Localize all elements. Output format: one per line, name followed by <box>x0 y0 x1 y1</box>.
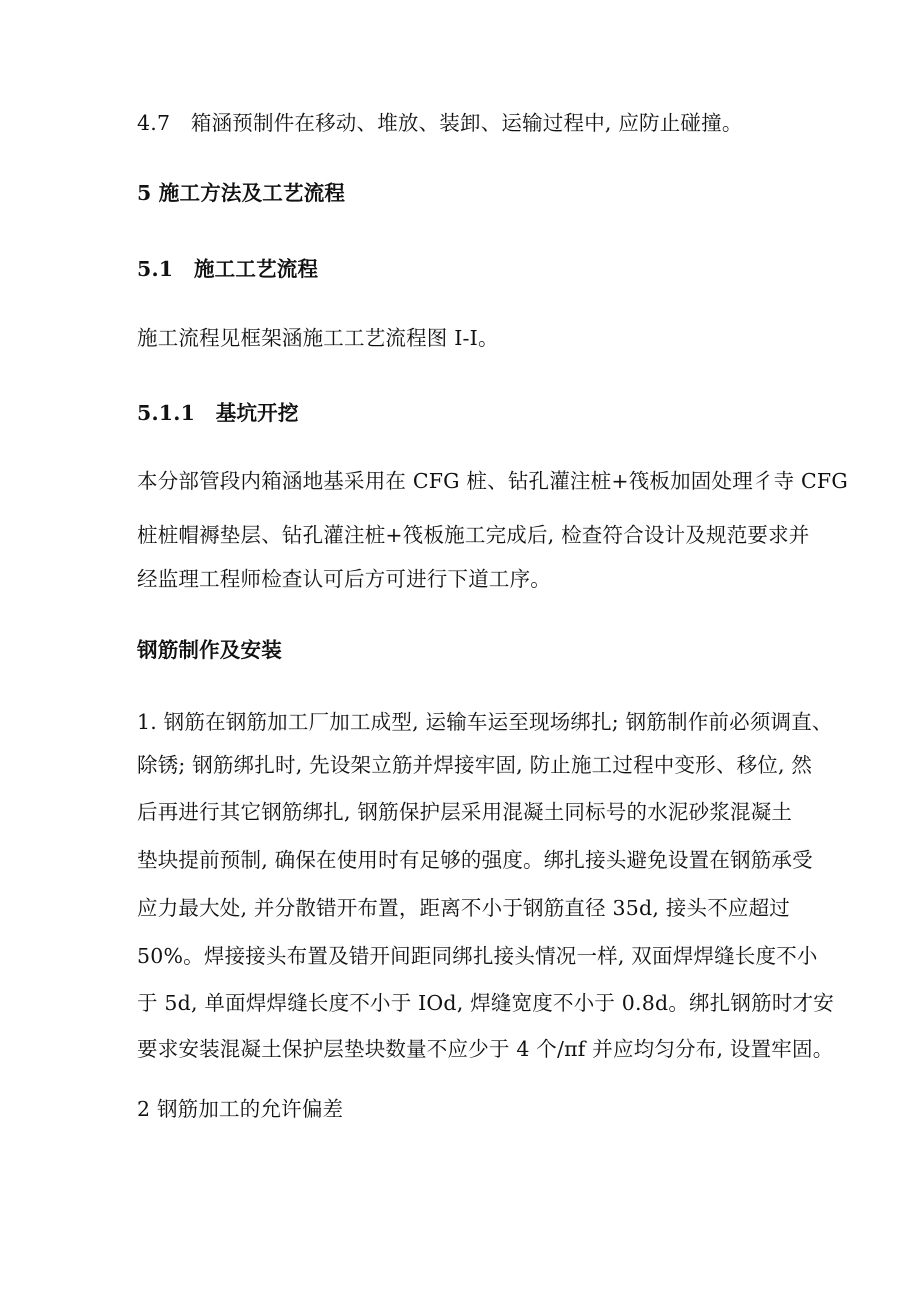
para-rebar-1-line: 应力最大处, 并分散错开布置，距离不小于钢筋直径 35d, 接头不应超过 <box>137 896 790 920</box>
para-rebar-2: 2 钢筋加工的允许偏差 <box>137 1097 344 1121</box>
heading-5: 5 施工方法及工艺流程 <box>137 181 346 205</box>
para-rebar-1-line: 于 5d, 单面焊焊缝长度不小于 IOd, 焊缝宽度不小于 0.8d。绑扎钢筋时才安 <box>137 991 834 1015</box>
heading-5-1-1: 5.1.1 基坑开挖 <box>137 401 299 425</box>
para-rebar-1-line: 除锈; 钢筋绑扎时, 先设架立筋并焊接牢固, 防止施工过程中变形、移位, 然 <box>137 753 813 777</box>
section-4-7-text: 4.7 箱涵预制件在移动、堆放、装卸、运输过程中, 应防止碰撞。 <box>137 111 743 135</box>
para-5-1-1-line: 本分部管段内箱涵地基采用在 CFG 桩、钻孔灌注桩+筏板加固处理彳寺 CFG <box>137 469 848 493</box>
para-5-1-1-line: 桩桩帽褥垫层、钻孔灌注桩+筏板施工完成后, 检查符合设计及规范要求并 <box>137 523 810 547</box>
para-rebar-1-line: 垫块提前预制, 确保在使用时有足够的强度。绑扎接头避免设置在钢筋承受 <box>137 848 813 872</box>
para-5-1-1-line: 经监理工程师检查认可后方可进行下道工序。 <box>137 567 551 591</box>
para-5-1: 施工流程见框架涵施工工艺流程图 I-I。 <box>137 326 499 350</box>
para-rebar-1-line: 1. 钢筋在钢筋加工厂加工成型, 运输车运至现场绑扎; 钢筋制作前必须调直、 <box>137 710 833 734</box>
para-rebar-1-line: 后再进行其它钢筋绑扎, 钢筋保护层采用混凝土同标号的水泥砂浆混凝土 <box>137 800 793 824</box>
heading-5-1: 5.1 施工工艺流程 <box>137 257 319 281</box>
para-rebar-1-line: 要求安装混凝土保护层垫块数量不应少于 4 个/πf 并应均匀分布, 设置牢固。 <box>137 1037 834 1061</box>
para-rebar-1-line: 50%。焊接接头布置及错开间距同绑扎接头情况一样, 双面焊焊缝长度不小 <box>137 944 818 968</box>
heading-rebar: 钢筋制作及安装 <box>137 638 282 662</box>
